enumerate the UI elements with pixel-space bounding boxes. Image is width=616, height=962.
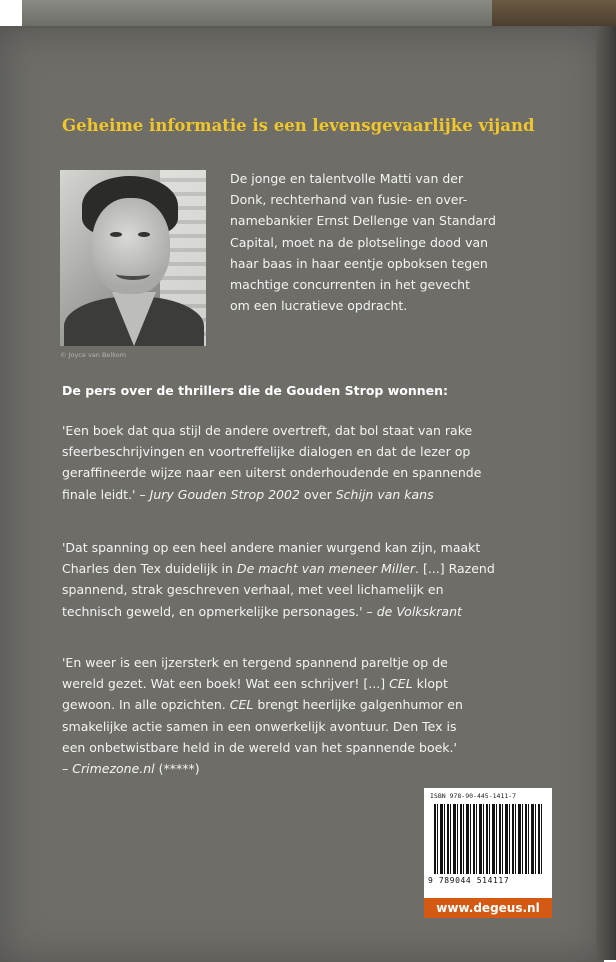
synopsis-line: Donk, rechterhand van fusie- en over- (230, 192, 468, 208)
barcode-bars (434, 804, 542, 874)
quote-line: een onbetwistbare held in de wereld van het spannende boek.' (62, 739, 457, 755)
quote-line: technisch geweld, en opmerkelijke personages.' – de Volkskrant (62, 603, 462, 619)
ean-digits: 9 789044 514117 (428, 876, 510, 885)
synopsis-line: Capital, moet na de plotselinge dood van (230, 234, 489, 250)
book-title: Schijn van kans (335, 486, 434, 502)
press-quote-3 (62, 652, 562, 779)
isbn-label: ISBN 978-90-445-1411-7 (430, 792, 517, 800)
quote-line: smakelijke actie samen in een onwerkelijk avontuur. Den Tex is (62, 718, 457, 734)
book-top-edge (22, 0, 492, 28)
cover-headline: Geheime informatie is een levensgevaarlijke vijand (62, 116, 535, 135)
quote-line: wereld gezet. Wat een boek! Wat een schrijver! [...] CEL klopt (62, 676, 448, 692)
book-spine (596, 26, 616, 960)
quote-source: Jury Gouden Strop 2002 (149, 486, 300, 502)
author-photo (60, 170, 206, 346)
quote-line: gewoon. In alle opzichten. CEL brengt heerlijke galgenhumor en (62, 697, 463, 713)
quote-line: Charles den Tex duidelijk in De macht van meneer Miller. [...] Razend (62, 561, 495, 577)
synopsis-line: De jonge en talentvolle Matti van der (230, 171, 464, 186)
quote-line: spannend, strak geschreven verhaal, met veel lichamelijk en (62, 582, 444, 598)
press-heading: De pers over de thrillers die de Gouden Strop wonnen: (62, 383, 449, 398)
press-quote-2 (62, 537, 562, 622)
quote-line: finale leidt.' – Jury Gouden Strop 2002 over Schijn van kans (62, 486, 434, 502)
quote-line: sfeerbeschrijvingen en voortreffelijke dialogen en dat de lezer op (62, 444, 471, 460)
book-title: De macht van meneer Miller (236, 561, 416, 577)
quote-source: Crimezone.nl (72, 761, 155, 777)
quote-line: – Crimezone.nl (*****) (62, 761, 200, 777)
quote-source: de Volkskrant (376, 603, 462, 619)
publisher-website: www.degeus.nl (424, 898, 552, 918)
quote-line: 'Een boek dat qua stijl de andere overtreft, dat bol staat van rake (62, 423, 473, 438)
synopsis-line: om een lucratieve opdracht. (230, 298, 408, 314)
quote-line: geraffineerde wijze naar een uiterst onderhoudende en spannende (62, 465, 482, 481)
quote-line: 'Dat spanning op een heel andere manier wurgend kan zijn, maakt (62, 540, 481, 555)
synopsis-line: namebankier Ernst Dellenge van Standard (230, 213, 496, 229)
book-title: CEL (389, 676, 413, 692)
photo-credit: © Joyce van Belkom (60, 351, 127, 359)
quote-line: 'En weer is een ijzersterk en tergend spannend pareltje op de (62, 655, 448, 670)
barcode (424, 788, 552, 898)
press-quote-1 (62, 420, 562, 505)
spine-top-edge (492, 0, 616, 28)
synopsis-line: machtige concurrenten in het gevecht (230, 277, 470, 293)
synopsis (230, 168, 560, 316)
synopsis-line: haar baas in haar eentje opboksen tegen (230, 255, 488, 271)
book-title: CEL (229, 697, 254, 713)
